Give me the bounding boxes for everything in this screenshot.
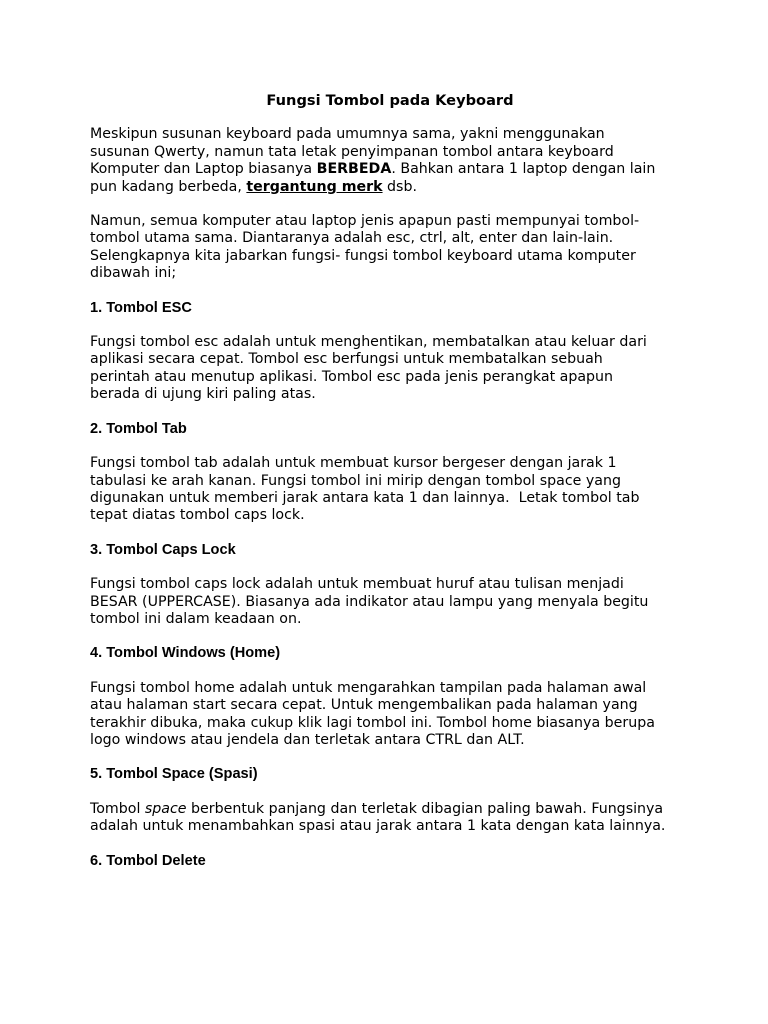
space-line-1-text-a: Tombol bbox=[90, 800, 145, 817]
intro-line-4 bbox=[90, 179, 690, 196]
intro2-line-1: Namun, semua komputer atau laptop jenis apapun pasti mempunyai tombol- bbox=[90, 213, 640, 230]
section-heading-caps-lock: 3. Tombol Caps Lock bbox=[90, 541, 236, 558]
esc-line-1: Fungsi tombol esc adalah untuk menghentikan, membatalkan atau keluar dari bbox=[90, 334, 647, 351]
intro-line-3-text-b: . Bahkan antara 1 laptop dengan lain bbox=[391, 161, 656, 178]
tab-line-4: tepat diatas tombol caps lock. bbox=[90, 507, 305, 524]
space-line-1-text-b: berbentuk panjang dan terletak dibagian paling bawah. Fungsinya bbox=[186, 800, 664, 817]
section-paragraph-windows bbox=[90, 680, 690, 750]
intro-line-3-text-a: Komputer dan Laptop biasanya bbox=[90, 161, 317, 178]
section-heading-windows: 4. Tombol Windows (Home) bbox=[90, 645, 281, 662]
emphasis-berbeda: BERBEDA bbox=[316, 161, 392, 178]
section-heading-esc: 1. Tombol ESC bbox=[90, 299, 192, 316]
intro-line-4-text-b: dsb. bbox=[382, 178, 417, 195]
section-paragraph-esc bbox=[90, 334, 690, 404]
tab-line-3: digunakan untuk memberi jarak antara kata 1 dan lainnya. Letak tombol tab bbox=[90, 489, 640, 506]
section-paragraph-caps-lock bbox=[90, 576, 690, 628]
esc-line-2: aplikasi secara cepat. Tombol esc berfungsi untuk membatalkan sebuah bbox=[90, 351, 603, 368]
intro-line-1: Meskipun susunan keyboard pada umumnya sama, yakni menggunakan bbox=[90, 126, 605, 143]
tab-line-1: Fungsi tombol tab adalah untuk membuat kursor bergeser dengan jarak 1 bbox=[90, 455, 617, 472]
intro2-paragraph bbox=[90, 213, 690, 283]
intro-paragraph bbox=[90, 126, 690, 196]
esc-line-4: berada di ujung kiri paling atas. bbox=[90, 386, 316, 403]
section-heading-delete: 6. Tombol Delete bbox=[90, 852, 206, 869]
windows-line-1: Fungsi tombol home adalah untuk mengarahkan tampilan pada halaman awal bbox=[90, 679, 647, 696]
space-line-1 bbox=[90, 801, 690, 818]
section-heading-space: 5. Tombol Space (Spasi) bbox=[90, 766, 258, 783]
intro2-line-3: Selengkapnya kita jabarkan fungsi- fungsi tombol keyboard utama komputer bbox=[90, 247, 636, 264]
section-paragraph-tab bbox=[90, 455, 690, 525]
section-heading-tab: 2. Tombol Tab bbox=[90, 420, 187, 437]
space-line-2: adalah untuk menambahkan spasi atau jarak antara 1 kata dengan kata lainnya. bbox=[90, 818, 666, 835]
caps-line-1: Fungsi tombol caps lock adalah untuk membuat huruf atau tulisan menjadi bbox=[90, 576, 624, 593]
caps-line-2: BESAR (UPPERCASE). Biasanya ada indikator atau lampu yang menyala begitu bbox=[90, 593, 649, 610]
document-page bbox=[90, 92, 690, 887]
section-paragraph-space bbox=[90, 801, 690, 836]
windows-line-4: logo windows atau jendela dan terletak antara CTRL dan ALT. bbox=[90, 731, 525, 748]
emphasis-tergantung-merk: tergantung merk bbox=[246, 178, 383, 195]
intro2-line-2: tombol utama sama. Diantaranya adalah esc, ctrl, alt, enter dan lain-lain. bbox=[90, 230, 614, 247]
caps-line-3: tombol ini dalam keadaan on. bbox=[90, 610, 302, 627]
emphasis-space: space bbox=[144, 800, 187, 817]
intro2-line-4: dibawah ini; bbox=[90, 265, 177, 282]
document-title: Fungsi Tombol pada Keyboard bbox=[266, 92, 514, 109]
tab-line-2: tabulasi ke arah kanan. Fungsi tombol ini mirip dengan tombol space yang bbox=[90, 472, 621, 489]
esc-line-3: perintah atau menutup aplikasi. Tombol esc pada jenis perangkat apapun bbox=[90, 368, 614, 385]
intro-line-2: susunan Qwerty, namun tata letak penyimpanan tombol antara keyboard bbox=[90, 143, 614, 160]
windows-line-3: terakhir dibuka, maka cukup klik lagi tombol ini. Tombol home biasanya berupa bbox=[90, 714, 655, 731]
windows-line-2: atau halaman start secara cepat. Untuk mengembalikan pada halaman yang bbox=[90, 697, 638, 714]
intro-line-4-text-a: pun kadang berbeda, bbox=[90, 178, 247, 195]
intro-line-3 bbox=[90, 161, 690, 178]
